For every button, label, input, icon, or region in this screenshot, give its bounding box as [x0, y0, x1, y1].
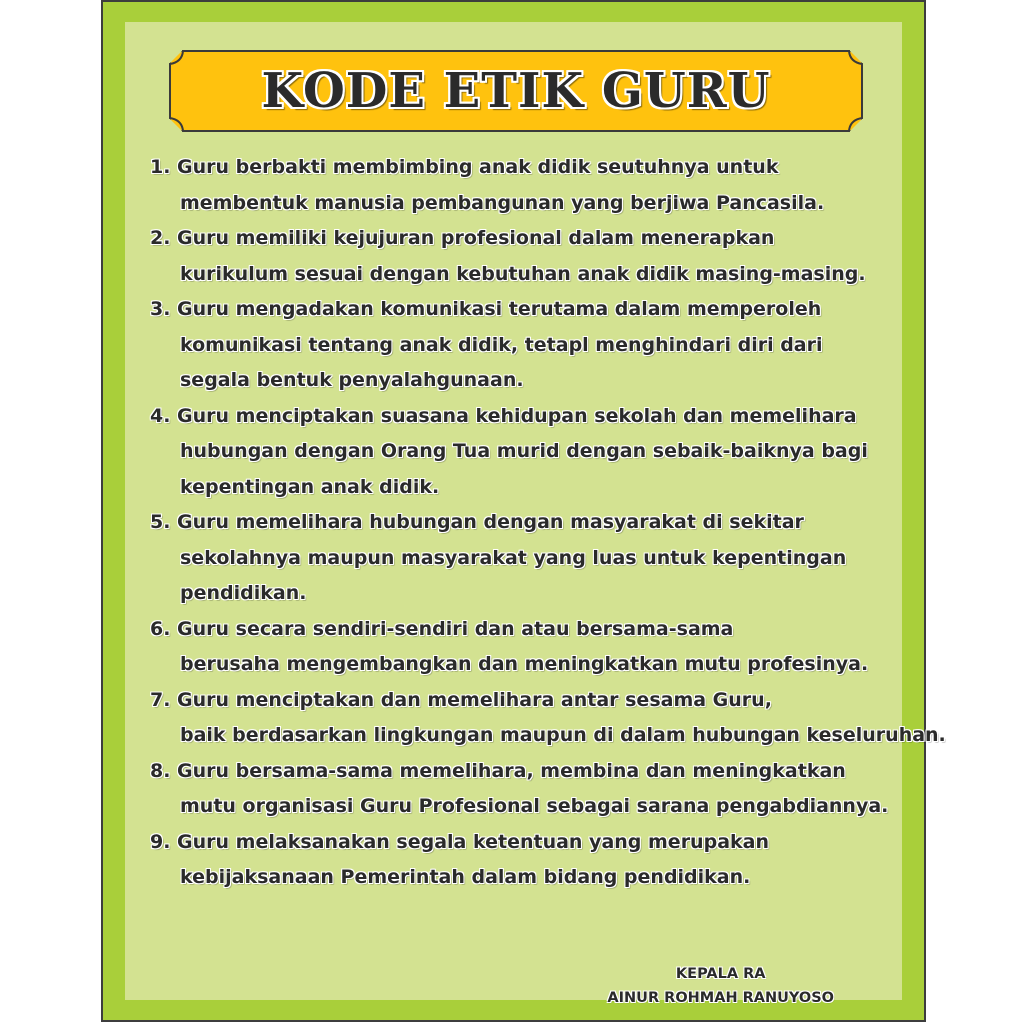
list-item-continuation: kurikulum sesuai dengan kebutuhan anak didik masing-masing. — [180, 262, 866, 285]
signature-role: KEPALA RA — [675, 966, 766, 982]
list-item — [150, 825, 910, 896]
list-item-text: 2. Guru memiliki kejujuran profesional dalam menerapkan — [150, 227, 775, 249]
list-item-text: 3. Guru mengadakan komunikasi terutama dalam memperoleh — [150, 298, 822, 320]
list-item — [150, 399, 910, 506]
list-item-continuation: pendidikan. — [180, 582, 307, 604]
list-item-continuation: membentuk manusia pembangunan yang berjiwa Pancasila. — [180, 191, 825, 214]
list-item-continuation: baik berdasarkan lingkungan maupun di dalam hubungan keseluruhan. — [180, 724, 946, 746]
list-item — [150, 612, 910, 683]
list-item-text: 1. Guru berbakti membimbing anak didik seutuhnya untuk — [150, 156, 779, 178]
list-item — [150, 683, 946, 754]
list-item — [150, 221, 910, 292]
list-item-text: 9. Guru melaksanakan segala ketentuan yang merupakan — [150, 830, 769, 853]
list-item — [150, 505, 910, 612]
page-title: KODE ETIK GURU — [261, 63, 771, 119]
list-item-continuation: sekolahnya maupun masyarakat yang luas untuk kepentingan — [180, 546, 847, 569]
list-item-continuation: komunikasi tentang anak didik, tetapl menghindari diri dari — [180, 333, 823, 356]
list-item-text: 4. Guru menciptakan suasana kehidupan sekolah dan memelihara — [150, 404, 857, 427]
poster — [101, 0, 946, 1022]
list-item-continuation: hubungan dengan Orang Tua murid dengan sebaik-baiknya bagi — [180, 440, 868, 462]
signature-name: AINUR ROHMAH RANUYOSO — [607, 990, 834, 1006]
list-item-continuation: kepentingan anak didik. — [180, 475, 440, 498]
code-list — [150, 150, 946, 896]
list-item-continuation: berusaha mengembangkan dan meningkatkan mutu profesinya. — [180, 653, 869, 675]
list-item-continuation: segala bentuk penyalahgunaan. — [180, 369, 524, 391]
poster-panel — [125, 22, 946, 1006]
list-item — [150, 150, 910, 221]
list-item-text: 7. Guru menciptakan dan memelihara antar sesama Guru, — [150, 688, 772, 711]
list-item-continuation: kebijaksanaan Pemerintah dalam bidang pendidikan. — [180, 866, 751, 888]
list-item — [150, 754, 910, 825]
list-item — [150, 292, 910, 399]
signature-block — [607, 962, 834, 1010]
list-item-text: 6. Guru secara sendiri-sendiri dan atau bersama-sama — [150, 617, 734, 640]
list-item-text: 5. Guru memelihara hubungan dengan masyarakat di sekitar — [150, 511, 804, 533]
list-item-text: 8. Guru bersama-sama memelihara, membina dan meningkatkan — [150, 759, 846, 782]
list-item-continuation: mutu organisasi Guru Profesional sebagai sarana pengabdiannya. — [180, 795, 889, 817]
